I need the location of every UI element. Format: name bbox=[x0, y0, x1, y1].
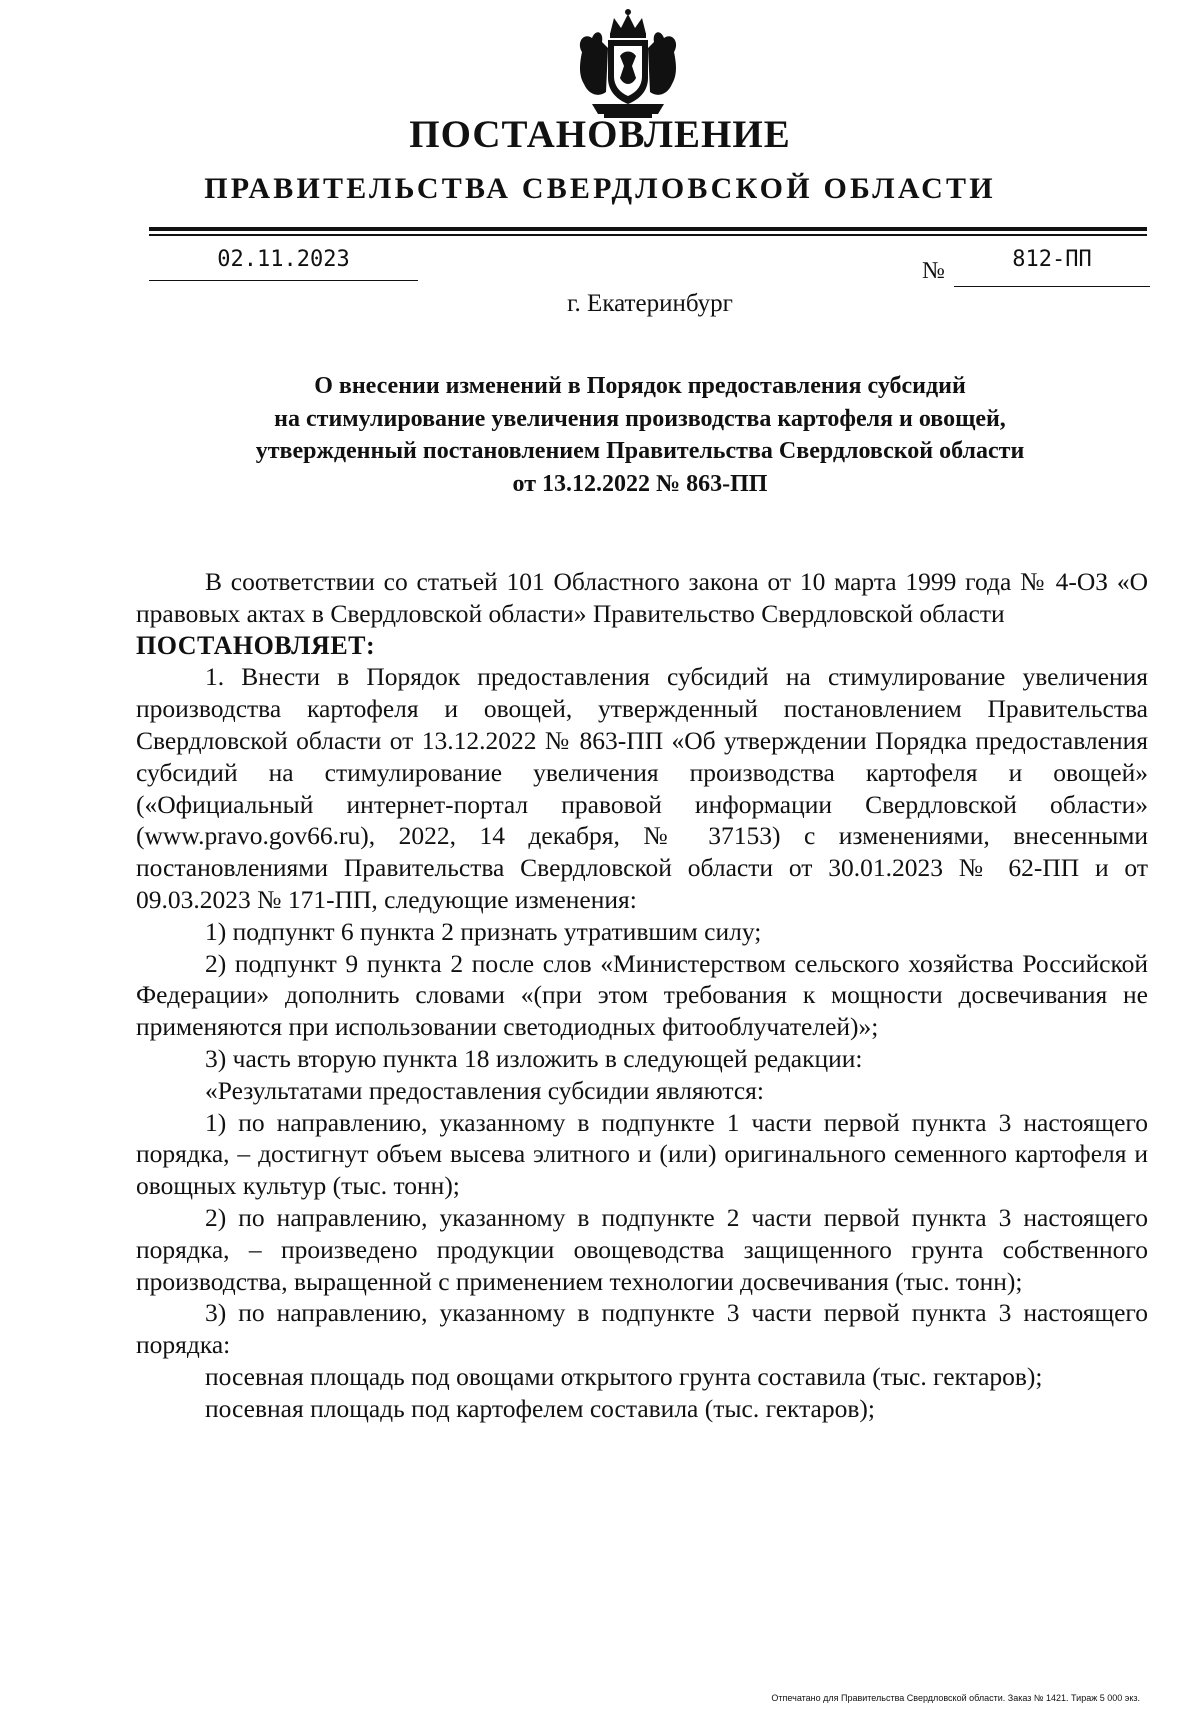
body-paragraph: 1) по направлению, указанному в подпункте 1 части первой пункта 3 настоящего порядка, – достигнут объем высева элитного и (или) оригинального семенного картофеля и овощных культур (тыс. тонн); bbox=[136, 1107, 1148, 1201]
body-paragraph: 3) по направлению, указанному в подпункте 3 части первой пункта 3 настоящего порядка: bbox=[136, 1298, 1148, 1360]
document-date: 02.11.2023 bbox=[149, 247, 418, 281]
preamble-paragraph: В соответствии со статьей 101 Областного закона от 10 марта 1999 года № 4-ОЗ «О правовых актах в Свердловской области» Правительство Свердловской области bbox=[136, 567, 1148, 628]
body-paragraph: 2) подпункт 9 пункта 2 после слов «Министерством сельского хозяйства Российской Федерации» дополнить словами «(при этом требования к мощности досвечивания не применяются при использовании светодиодных фитооблучателей)»; bbox=[136, 948, 1148, 1042]
title-line: от 13.12.2022 № 863-ПП bbox=[512, 470, 768, 497]
body-paragraph: посевная площадь под овощами открытого грунта составила (тыс. гектаров); bbox=[205, 1361, 1043, 1391]
issue-city: г. Екатеринбург bbox=[567, 290, 733, 317]
document-body bbox=[136, 566, 1148, 1425]
title-line: утвержденный постановлением Правительства Свердловской области bbox=[255, 438, 1025, 464]
header-divider-thin bbox=[149, 234, 1147, 236]
header-divider bbox=[149, 227, 1147, 231]
print-note: Отпечатано для Правительства Свердловской области. Заказ № 1421. Тираж 5 000 экз. bbox=[771, 1693, 1140, 1703]
body-paragraph: 2) по направлению, указанному в подпункте 2 части первой пункта 3 настоящего порядка, – произведено продукции овощеводства защищенного грунта собственного производства, выращенной с применением технологии досвечивания (тыс. тонн); bbox=[136, 1202, 1148, 1296]
body-paragraph: посевная площадь под картофелем составила (тыс. гектаров); bbox=[205, 1393, 875, 1423]
coat-of-arms-icon bbox=[574, 8, 682, 120]
issuer-name: ПРАВИТЕЛЬСТВА СВЕРДЛОВСКОЙ ОБЛАСТИ bbox=[204, 172, 996, 205]
title-line: О внесении изменений в Порядок предоставления субсидий bbox=[314, 373, 966, 399]
number-sign: № bbox=[922, 258, 945, 284]
body-paragraph: 3) часть вторую пункта 18 изложить в следующей редакции: bbox=[205, 1043, 863, 1073]
body-paragraph: «Результатами предоставления субсидии являются: bbox=[205, 1075, 764, 1105]
body-paragraph: 1. Внести в Порядок предоставления субсидий на стимулирование увеличения производства картофеля и овощей, утвержденный постановлением Правительства Свердловской области от 13.12.2022 № 863-ПП «Об утверждении Порядка предоставления субсидий на стимулирование увеличения производства картофеля и овощей» («Официальный интернет-портал правовой информации Свердловской области» (www.pravo.gov66.ru), 2022, 14 декабря, № 37153) с изменениями, внесенными постановлениями Правительства Свердловской области от 30.01.2023 № 62-ПП и от 09.03.2023 № 171-ПП, следующие изменения: bbox=[136, 662, 1148, 914]
document-title bbox=[120, 370, 1160, 500]
document-type: ПОСТАНОВЛЕНИЕ bbox=[409, 113, 791, 156]
decree-word: ПОСТАНОВЛЯЕТ: bbox=[136, 630, 376, 660]
document-number: 812-ПП bbox=[954, 247, 1150, 287]
title-line: на стимулирование увеличения производства картофеля и овощей, bbox=[274, 405, 1006, 432]
body-paragraph: 1) подпункт 6 пункта 2 признать утратившим силу; bbox=[205, 916, 762, 946]
